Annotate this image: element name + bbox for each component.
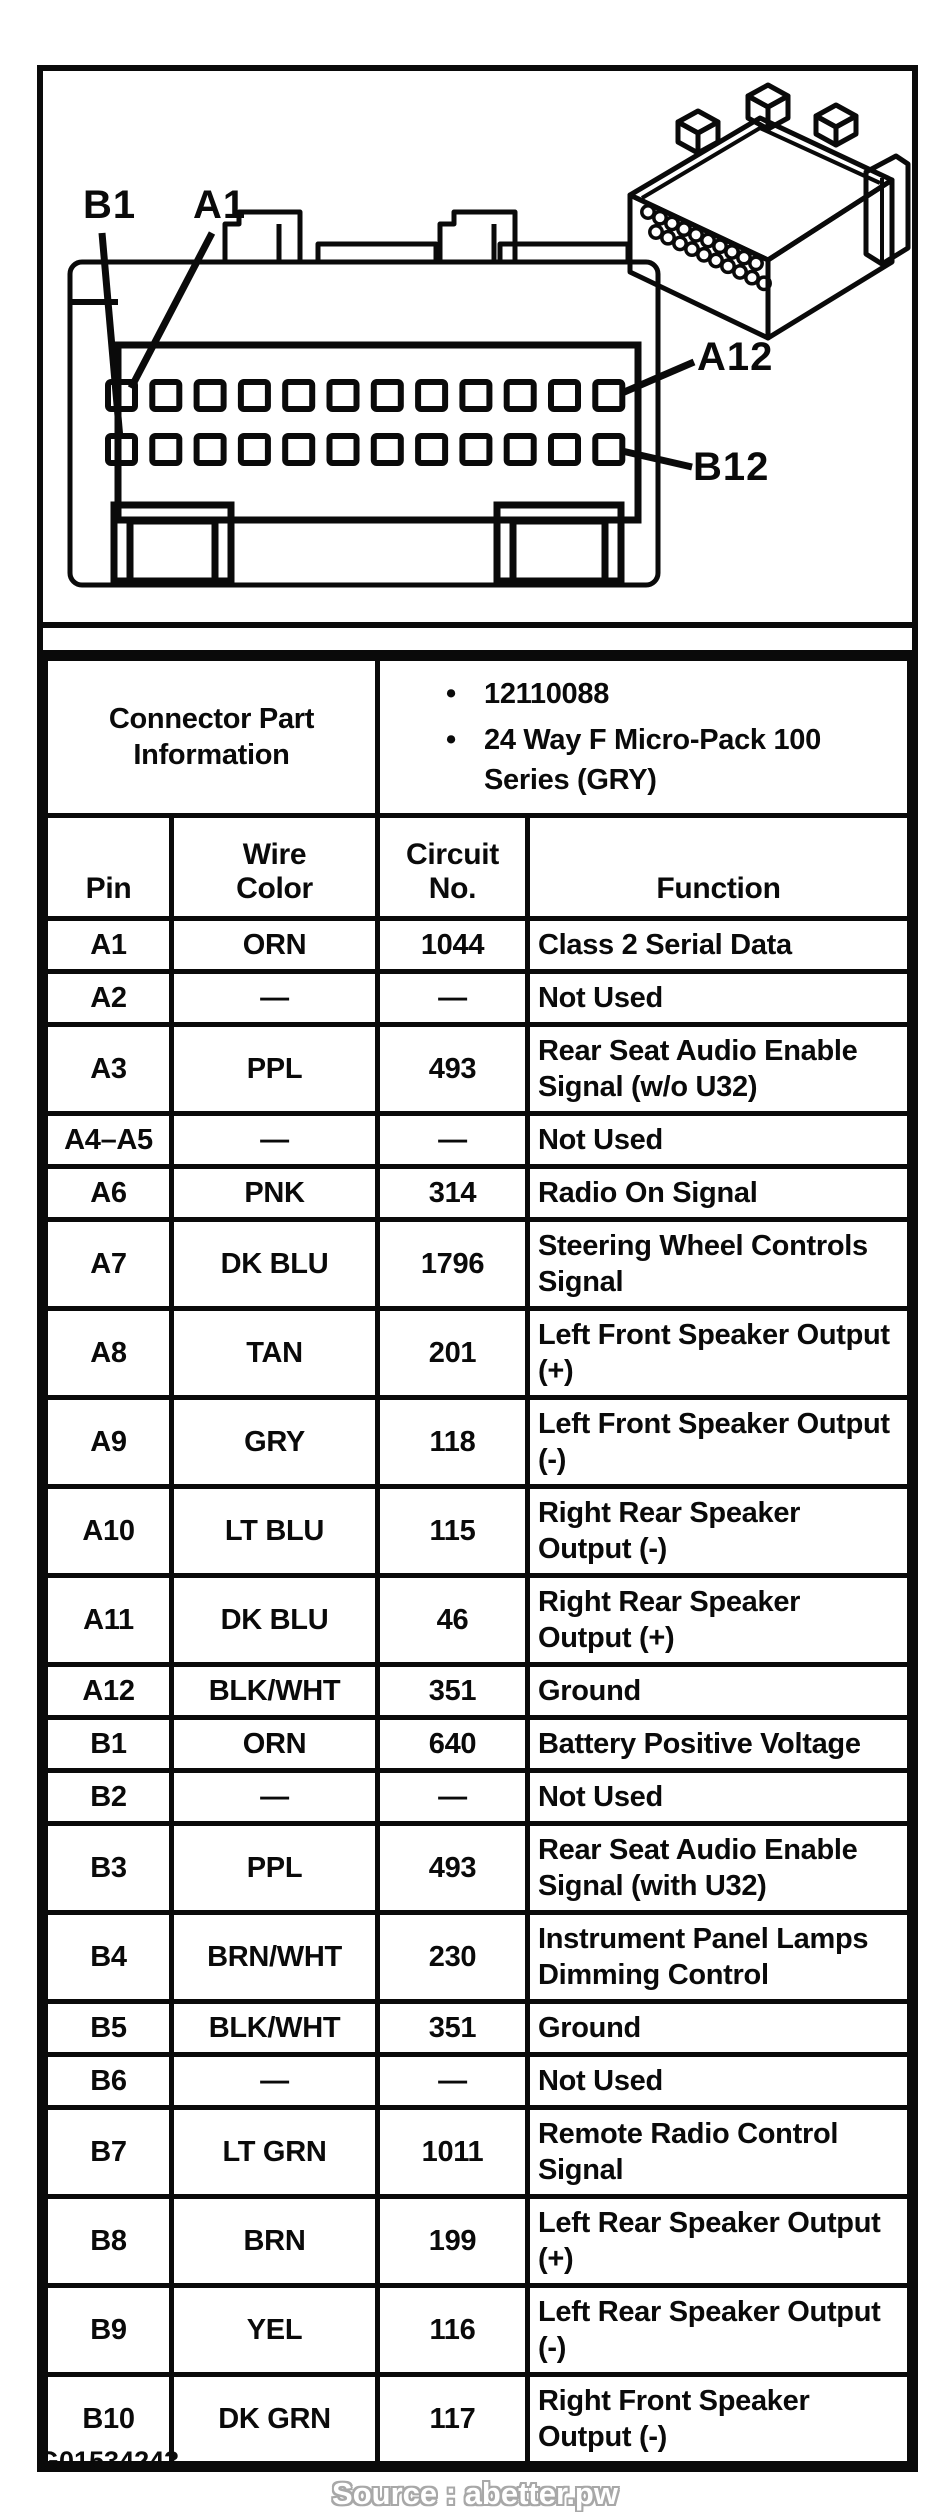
pin-cell: A4–A5 [46, 1114, 172, 1167]
pin-cell: B1 [46, 1718, 172, 1771]
pin-cell: A8 [46, 1309, 172, 1398]
circuit-cell: — [378, 1114, 528, 1167]
pin-cell: A10 [46, 1487, 172, 1576]
pin-cell: B4 [46, 1913, 172, 2002]
circuit-cell: 351 [378, 1665, 528, 1718]
circuit-cell: 493 [378, 1824, 528, 1913]
function-cell: Left Rear Speaker Output (-) [528, 2286, 910, 2375]
pinout-row [46, 1167, 910, 1220]
part-info-row [46, 659, 910, 816]
pinout-row [46, 2286, 910, 2375]
a1-leader-line [131, 233, 212, 388]
pinout-row [46, 1309, 910, 1398]
pin-cell: B7 [46, 2108, 172, 2197]
pin-cell: A12 [46, 1665, 172, 1718]
circuit-cell: 118 [378, 1398, 528, 1487]
header-function: Function [528, 816, 910, 919]
pin-label-a1: A1 [193, 183, 247, 227]
front-tab-right [440, 212, 515, 262]
function-cell: Right Front Speaker Output (-) [528, 2375, 910, 2464]
part-info-title: Connector Part Information [46, 659, 378, 816]
pin-cell: A1 [46, 919, 172, 972]
circuit-cell: — [378, 972, 528, 1025]
pin-cell: A9 [46, 1398, 172, 1487]
header-row [46, 816, 910, 919]
pinout-row [46, 1025, 910, 1114]
function-cell: Left Rear Speaker Output (+) [528, 2197, 910, 2286]
function-cell: Radio On Signal [528, 1167, 910, 1220]
circuit-cell: — [378, 1771, 528, 1824]
wire-color-cell: — [172, 2055, 378, 2108]
pin-label-a12: A12 [697, 335, 774, 379]
wire-color-cell: DK GRN [172, 2375, 378, 2464]
front-plateau-center [318, 244, 436, 262]
front-inner-face [118, 345, 638, 520]
pin-cell: B3 [46, 1824, 172, 1913]
circuit-cell: 1796 [378, 1220, 528, 1309]
pinout-row [46, 1576, 910, 1665]
connector-figure-frame [37, 65, 918, 2472]
pin-cell: B9 [46, 2286, 172, 2375]
pin-cell: B8 [46, 2197, 172, 2286]
pinout-row [46, 919, 910, 972]
pinout-row [46, 1220, 910, 1309]
function-cell: Battery Positive Voltage [528, 1718, 910, 1771]
part-number: • 12110088 [388, 674, 899, 714]
front-plateau-right [500, 244, 628, 262]
function-cell: Remote Radio Control Signal [528, 2108, 910, 2197]
function-cell: Instrument Panel Lamps Dimming Control [528, 1913, 910, 2002]
pin-cell: A11 [46, 1576, 172, 1665]
function-cell: Rear Seat Audio Enable Signal (with U32) [528, 1824, 910, 1913]
pinout-table [43, 656, 912, 2466]
pinout-row [46, 2002, 910, 2055]
function-cell: Class 2 Serial Data [528, 919, 910, 972]
wire-color-cell: TAN [172, 1309, 378, 1398]
function-cell: Ground [528, 2002, 910, 2055]
wire-color-cell: PPL [172, 1025, 378, 1114]
wire-color-cell: YEL [172, 2286, 378, 2375]
iso-top-face [630, 118, 892, 260]
pinout-row [46, 2108, 910, 2197]
front-body [70, 262, 658, 585]
pin-cell: A2 [46, 972, 172, 1025]
wire-color-cell: BRN/WHT [172, 1913, 378, 2002]
function-cell: Not Used [528, 1114, 910, 1167]
connector-front-view [70, 212, 658, 585]
circuit-cell: 116 [378, 2286, 528, 2375]
wire-color-cell: PNK [172, 1167, 378, 1220]
circuit-cell: 493 [378, 1025, 528, 1114]
wire-color-cell: — [172, 972, 378, 1025]
wire-color-cell: DK BLU [172, 1220, 378, 1309]
header-circuit-no: Circuit No. [378, 816, 528, 919]
pin-cell: B10 [46, 2375, 172, 2464]
pin-cell: A3 [46, 1025, 172, 1114]
wire-color-cell: BRN [172, 2197, 378, 2286]
function-cell: Left Front Speaker Output (+) [528, 1309, 910, 1398]
pinout-row [46, 1665, 910, 1718]
wire-color-cell: DK BLU [172, 1576, 378, 1665]
function-cell: Right Rear Speaker Output (-) [528, 1487, 910, 1576]
circuit-cell: 230 [378, 1913, 528, 2002]
pin-cell: A6 [46, 1167, 172, 1220]
diagram-table-gap [43, 628, 912, 656]
function-cell: Not Used [528, 2055, 910, 2108]
function-cell: Not Used [528, 1771, 910, 1824]
pinout-row [46, 2197, 910, 2286]
wire-color-cell: ORN [172, 1718, 378, 1771]
function-cell: Rear Seat Audio Enable Signal (w/o U32) [528, 1025, 910, 1114]
function-cell: Ground [528, 1665, 910, 1718]
wire-color-cell: BLK/WHT [172, 2002, 378, 2055]
pin-label-b1: B1 [83, 183, 137, 227]
function-cell: Not Used [528, 972, 910, 1025]
leader-lines [102, 233, 694, 467]
part-info-details [378, 659, 910, 816]
wire-color-cell: PPL [172, 1824, 378, 1913]
pin-cell: A7 [46, 1220, 172, 1309]
pin-cell: B2 [46, 1771, 172, 1824]
pinout-row [46, 1771, 910, 1824]
front-lugs [114, 505, 621, 581]
circuit-cell: 1011 [378, 2108, 528, 2197]
pin-grid [108, 382, 622, 463]
wire-color-cell: GRY [172, 1398, 378, 1487]
pinout-row [46, 1824, 910, 1913]
circuit-cell: 640 [378, 1718, 528, 1771]
circuit-cell: 314 [378, 1167, 528, 1220]
circuit-cell: — [378, 2055, 528, 2108]
function-cell: Left Front Speaker Output (-) [528, 1398, 910, 1487]
header-pin: Pin [46, 816, 172, 919]
pinout-row [46, 972, 910, 1025]
iso-holes [642, 206, 770, 290]
circuit-cell: 201 [378, 1309, 528, 1398]
wire-color-cell: BLK/WHT [172, 1665, 378, 1718]
pinout-row [46, 2055, 910, 2108]
pin-label-b12: B12 [693, 445, 770, 489]
connector-isometric-view [630, 85, 908, 338]
circuit-cell: 199 [378, 2197, 528, 2286]
connector-diagram [43, 71, 912, 628]
pinout-row [46, 1718, 910, 1771]
wire-color-cell: ORN [172, 919, 378, 972]
wire-color-cell: — [172, 1771, 378, 1824]
pinout-row [46, 1114, 910, 1167]
wire-color-cell: LT GRN [172, 2108, 378, 2197]
pinout-body [46, 919, 910, 2464]
function-cell: Steering Wheel Controls Signal [528, 1220, 910, 1309]
source-watermark: Source : abetter.pw [332, 2476, 618, 2511]
connector-drawing [43, 71, 912, 622]
circuit-cell: 1044 [378, 919, 528, 972]
connector-type: • 24 Way F Micro-Pack 100 Series (GRY) [388, 720, 899, 800]
pinout-row [46, 1487, 910, 1576]
function-cell: Right Rear Speaker Output (+) [528, 1576, 910, 1665]
wire-color-cell: LT BLU [172, 1487, 378, 1576]
circuit-cell: 117 [378, 2375, 528, 2464]
pin-cell: B6 [46, 2055, 172, 2108]
header-wire-color: Wire Color [172, 816, 378, 919]
pinout-row [46, 1913, 910, 2002]
wire-color-cell: — [172, 1114, 378, 1167]
circuit-cell: 115 [378, 1487, 528, 1576]
circuit-cell: 351 [378, 2002, 528, 2055]
figure-code: G01534243 [38, 2446, 180, 2476]
circuit-cell: 46 [378, 1576, 528, 1665]
pinout-row [46, 1398, 910, 1487]
pin-cell: B5 [46, 2002, 172, 2055]
